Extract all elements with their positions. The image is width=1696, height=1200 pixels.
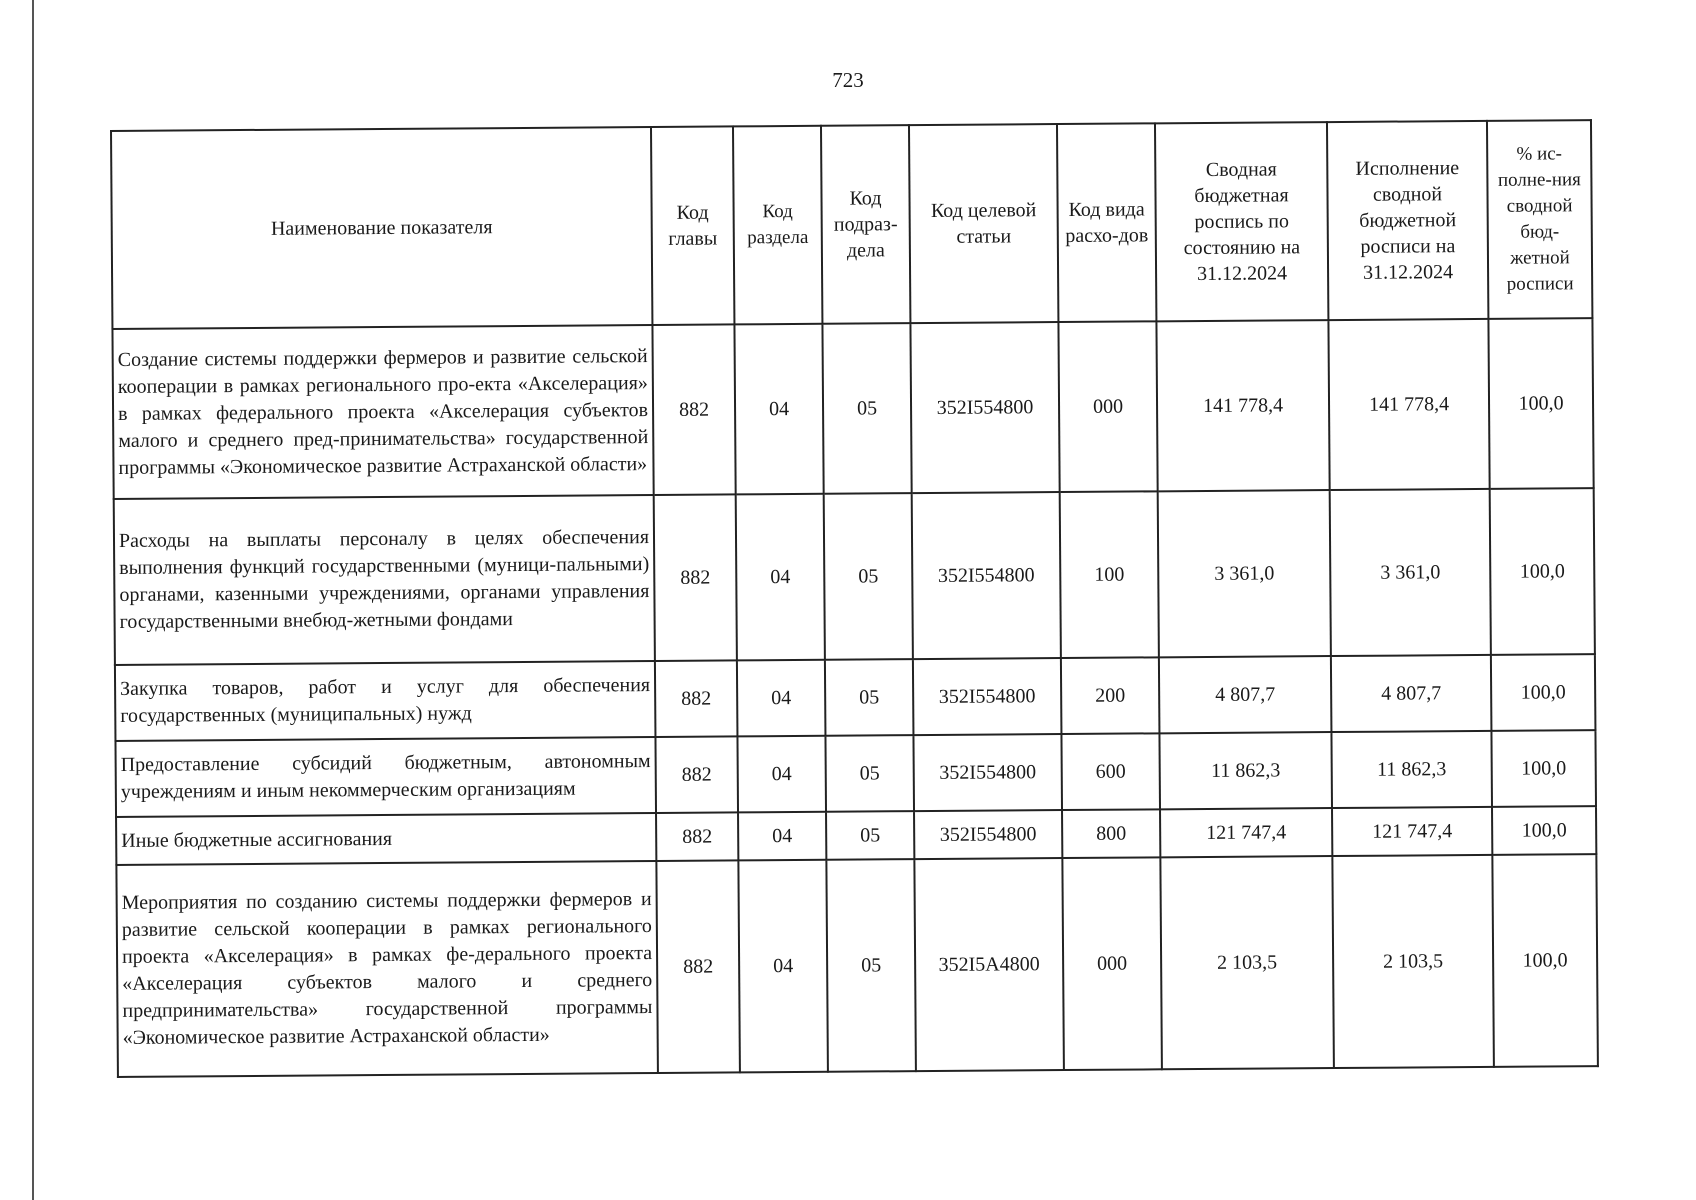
header-indicator-name: Наименование показателя [111,127,652,329]
cell-budget-plan: 2 103,5 [1160,856,1334,1069]
cell-expense-type-code: 000 [1062,857,1162,1070]
header-subsection-code: Код подраз-дела [821,125,910,324]
scan-edge-line [32,0,34,1200]
cell-subsection-code: 05 [822,323,911,494]
cell-chapter-code: 882 [652,324,735,495]
table-row [116,854,1598,1077]
cell-subsection-code: 05 [825,659,914,736]
page-number: 723 [832,68,864,92]
cell-target-code: 352I554800 [912,492,1061,659]
cell-section-code: 04 [736,494,825,661]
cell-expense-type-code: 100 [1060,491,1159,658]
cell-budget-execution: 141 778,4 [1328,319,1489,490]
cell-budget-execution: 4 807,7 [1331,655,1492,732]
cell-indicator-name: Расходы на выплаты персоналу в целях обеспечения выполнения функций государственными (муници-пальными) органами, казенными учреждениями, органами управления государственными внебюд-жетными фондами [114,495,655,665]
table-header-row [111,120,1592,329]
cell-section-code: 04 [734,324,823,495]
cell-subsection-code: 05 [826,811,914,860]
cell-indicator-name: Закупка товаров, работ и услуг для обеспечения государственных (муниципальных) нужд [115,661,656,741]
cell-budget-plan: 11 862,3 [1159,732,1332,809]
table-row [115,654,1596,741]
cell-indicator-name: Мероприятия по созданию системы поддержки фермеров и развитие сельской кооперации в рамках регионального проекта «Акселерация» в рамках фе-дерального проекта «Акселерация субъектов малого и среднего предпринимательства» государственной программы «Экономическое развитие Астраханской области» [116,861,658,1077]
cell-target-code: 352I554800 [913,658,1062,735]
cell-budget-execution: 2 103,5 [1332,855,1494,1068]
cell-chapter-code: 882 [656,812,738,861]
cell-subsection-code: 05 [825,735,914,812]
cell-subsection-code: 05 [824,493,913,660]
cell-indicator-name: Предоставление субсидий бюджетным, автономным учреждениям и иным некоммерческим организациям [115,737,656,817]
cell-section-code: 04 [738,812,826,861]
cell-section-code: 04 [737,660,826,737]
cell-execution-percent: 100,0 [1490,488,1595,655]
header-section-code: Код раздела [733,126,822,325]
cell-expense-type-code: 800 [1062,809,1160,858]
cell-section-code: 04 [737,736,826,813]
table-row [112,318,1593,499]
cell-indicator-name: Создание системы поддержки фермеров и развитие сельской кооперации в рамках регионального про-екта «Акселерация» в рамках федерального проекта «Акселерация субъектов малого и среднего пред-принимательства» государственной программы «Экономическое развитие Астраханской области» [112,325,653,499]
cell-budget-plan: 141 778,4 [1156,320,1329,491]
cell-section-code: 04 [738,860,828,1073]
cell-budget-execution: 121 747,4 [1332,807,1492,856]
cell-budget-plan: 3 361,0 [1158,490,1331,657]
header-budget-execution: Исполнение сводной бюджетной росписи на 31.12.2024 [1327,121,1488,320]
cell-budget-plan: 121 747,4 [1160,808,1332,857]
cell-budget-execution: 11 862,3 [1331,731,1492,808]
table-row [114,488,1595,665]
cell-budget-plan: 4 807,7 [1159,656,1332,733]
cell-budget-execution: 3 361,0 [1330,489,1491,656]
cell-target-code: 352I5A4800 [914,858,1064,1071]
header-expense-type-code: Код вида расхо-дов [1057,123,1156,322]
cell-expense-type-code: 600 [1061,733,1160,810]
cell-expense-type-code: 000 [1058,321,1157,492]
cell-chapter-code: 882 [654,494,737,661]
table-row [115,730,1596,817]
cell-indicator-name: Иные бюджетные ассигнования [116,813,656,865]
cell-target-code: 352I554800 [913,734,1062,811]
cell-chapter-code: 882 [656,860,740,1073]
cell-subsection-code: 05 [826,859,916,1072]
cell-execution-percent: 100,0 [1492,806,1596,855]
cell-chapter-code: 882 [655,736,738,813]
header-budget-plan: Сводная бюджетная роспись по состоянию на 31.12.2024 [1155,122,1328,321]
header-target-code: Код целевой статьи [909,124,1058,323]
cell-execution-percent: 100,0 [1488,318,1593,489]
cell-target-code: 352I554800 [914,810,1062,859]
budget-execution-table [110,119,1599,1078]
cell-execution-percent: 100,0 [1492,854,1598,1067]
cell-chapter-code: 882 [655,660,738,737]
header-chapter-code: Код главы [651,126,734,325]
cell-execution-percent: 100,0 [1491,654,1596,731]
header-execution-percent: % ис-полне-ния сводной бюд-жетной росписи [1487,120,1592,319]
cell-execution-percent: 100,0 [1491,730,1596,807]
cell-expense-type-code: 200 [1061,657,1160,734]
cell-target-code: 352I554800 [910,322,1059,493]
